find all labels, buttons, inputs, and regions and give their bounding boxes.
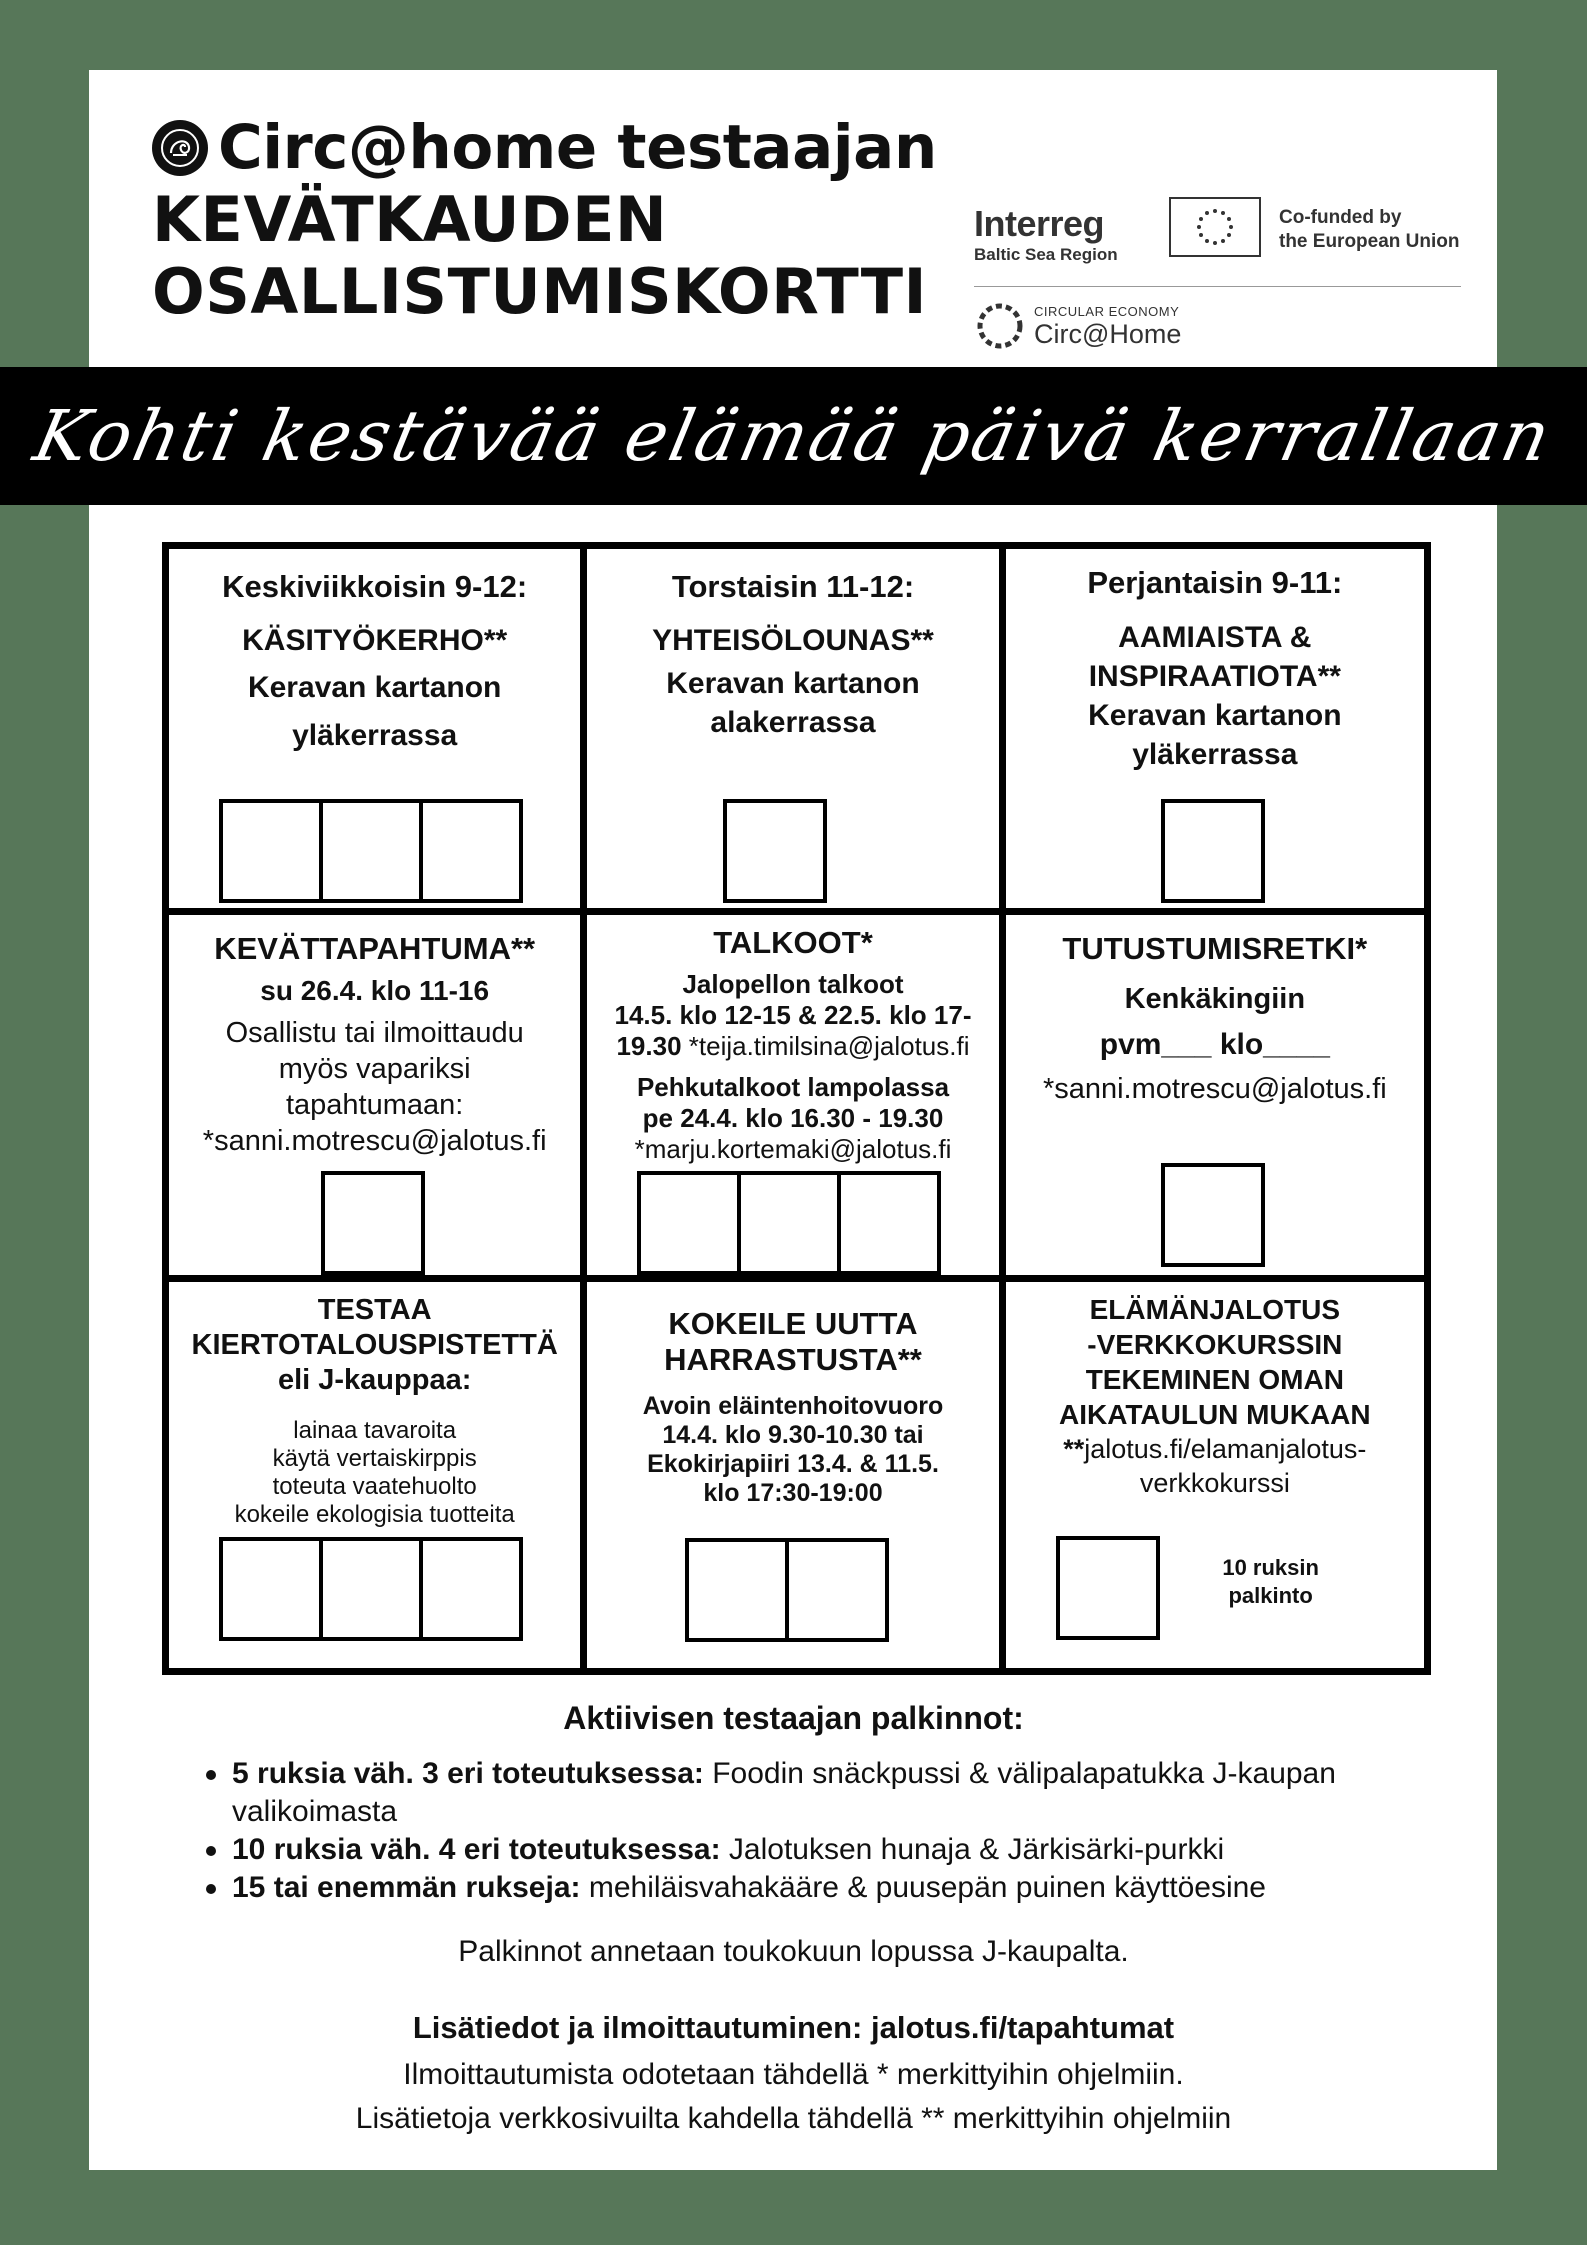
cell-title-2: KIERTOTALOUSPISTETTÄ xyxy=(191,1329,558,1361)
cell-title-2: HARRASTUSTA** xyxy=(664,1342,922,1377)
slogan-banner xyxy=(0,367,1587,505)
cell-date-email xyxy=(587,1031,998,1062)
cell-title-2: INSPIRAATIOTA** xyxy=(1088,660,1341,693)
cell-text: toteuta vaatehuolto xyxy=(272,1473,477,1500)
cell-title: KÄSITYÖKERHO** xyxy=(242,624,508,657)
interreg-sub: Baltic Sea Region xyxy=(974,245,1118,264)
check-box[interactable] xyxy=(319,1537,423,1641)
reward-prize: mehiläisvahakääre & puusepän puinen käyttöesine xyxy=(580,1871,1266,1904)
check-box[interactable] xyxy=(419,799,523,903)
cell-subtitle-2: Pehkutalkoot lampolassa xyxy=(636,1072,950,1102)
cell-title: TUTUSTUMISRETKI* xyxy=(1062,931,1368,966)
check-box[interactable] xyxy=(685,1538,789,1642)
reward-condition: 15 tai enemmän rukseja: xyxy=(232,1871,581,1904)
cell-title-3: eli J-kauppaa: xyxy=(277,1364,472,1396)
eu-line-2: the European Union xyxy=(1279,231,1460,252)
reward-item xyxy=(232,1831,1432,1869)
cell-place: Kenkäkingiin xyxy=(1124,983,1306,1015)
checkbox-group xyxy=(219,1537,523,1641)
activity-cell-aamiaista xyxy=(1006,549,1424,915)
cell-email: *sanni.motrescu@jalotus.fi xyxy=(202,1125,547,1157)
check-box[interactable] xyxy=(319,799,423,903)
cell-text: kokeile ekologisia tuotteita xyxy=(234,1501,515,1528)
cell-text: myös vapariksi xyxy=(278,1053,471,1085)
cell-email-2: *marju.kortemaki@jalotus.fi xyxy=(634,1134,952,1164)
reward-condition: 5 ruksia väh. 3 eri toteutuksessa: xyxy=(232,1757,704,1790)
activity-cell-kiertotalouspiste xyxy=(169,1282,587,1668)
check-box[interactable] xyxy=(785,1538,889,1642)
checkbox-group xyxy=(1161,1163,1265,1267)
activity-cell-kasityokerho xyxy=(169,549,587,915)
cell-date-2: pe 24.4. klo 16.30 - 19.30 xyxy=(642,1103,944,1133)
checkbox-group xyxy=(321,1171,425,1275)
check-box[interactable] xyxy=(1161,1163,1265,1267)
rewards-list xyxy=(232,1755,1432,1907)
cell-title-3: TEKEMINEN OMAN xyxy=(1085,1364,1344,1395)
cell-date: su 26.4. klo 11-16 xyxy=(260,975,490,1006)
cell-title: TESTAA xyxy=(317,1294,432,1326)
eu-cofunded-text xyxy=(1279,206,1460,254)
activity-cell-tutustumisretki xyxy=(1006,915,1424,1282)
cell-email: *teija.timilsina@jalotus.fi xyxy=(681,1031,970,1061)
prize-label xyxy=(1191,1554,1351,1610)
cell-text: Avoin eläintenhoitovuoro xyxy=(642,1392,944,1420)
activity-cell-verkkokurssi xyxy=(1006,1282,1424,1668)
cell-place: Keravan kartanon xyxy=(247,671,502,704)
rewards-note: Palkinnot annetaan toukokuun lopussa J-kaupalta. xyxy=(458,1935,1129,1968)
cell-place: Keravan kartanon xyxy=(1088,699,1342,732)
cell-email: *sanni.motrescu@jalotus.fi xyxy=(1042,1073,1387,1105)
activity-cell-yhteisolounas xyxy=(587,549,1005,915)
reward-item xyxy=(232,1755,1432,1831)
cell-link-marker: ** xyxy=(1063,1434,1085,1464)
card-title xyxy=(152,112,1052,328)
check-box[interactable] xyxy=(1161,799,1265,903)
reward-prize: Jalotuksen hunaja & Järkisärki-purkki xyxy=(720,1833,1225,1866)
title-line-2: KEVÄTKAUDEN xyxy=(152,183,668,256)
circular-economy-logo xyxy=(974,300,1181,352)
cell-title-2: -VERKKOKURSSIN xyxy=(1087,1329,1343,1360)
check-box[interactable] xyxy=(219,799,323,903)
cell-text: tapahtumaan: xyxy=(285,1089,464,1121)
prize-label-2: palkinto xyxy=(1228,1583,1313,1608)
slogan: Kohti kestävää elämää päivä kerrallaan xyxy=(27,395,1560,477)
title-line-1: Circ@home testaajan xyxy=(218,112,937,183)
reward-item xyxy=(232,1869,1432,1907)
eu-line-1: Co-funded by xyxy=(1279,207,1402,228)
title-line-3: OSALLISTUMISKORTTI xyxy=(152,255,928,328)
cell-text: 14.4. klo 9.30-10.30 tai xyxy=(662,1421,924,1449)
circhome-logo-icon xyxy=(152,120,208,176)
cell-time: 19.30 xyxy=(616,1031,682,1061)
rewards-title: Aktiivisen testaajan palkinnot: xyxy=(563,1700,1024,1736)
activity-grid xyxy=(162,542,1431,1675)
cell-title: KOKEILE UUTTA xyxy=(668,1306,918,1341)
logo-divider xyxy=(974,286,1461,287)
interreg-logo xyxy=(974,205,1118,265)
check-box[interactable] xyxy=(837,1171,941,1275)
cell-subtitle: Jalopellon talkoot xyxy=(682,969,904,999)
cell-text: lainaa tavaroita xyxy=(293,1417,457,1444)
cell-time: Keskiviikkoisin 9-12: xyxy=(222,569,528,604)
cell-date: 14.5. klo 12-15 & 22.5. klo 17- xyxy=(614,1000,972,1030)
cell-place-2: alakerrassa xyxy=(710,706,876,739)
reward-prize: Foodin snäckpussi & välipalapatukka J-kaupan valikoimasta xyxy=(232,1757,1336,1828)
check-box[interactable] xyxy=(219,1537,323,1641)
cell-text: Ekokirjapiiri 13.4. & 11.5. xyxy=(647,1450,939,1478)
reward-condition: 10 ruksia väh. 4 eri toteutuksessa: xyxy=(232,1833,721,1866)
cell-title: ELÄMÄNJALOTUS xyxy=(1089,1294,1341,1325)
cell-title: AAMIAISTA & xyxy=(1118,621,1312,654)
checkbox-group xyxy=(685,1538,889,1642)
cell-link xyxy=(1006,1434,1424,1465)
info-line-2: Lisätietoja verkkosivuilta kahdella tähdellä ** merkittyihin ohjelmiin xyxy=(355,2102,1232,2135)
cell-time: Perjantaisin 9-11: xyxy=(1087,565,1343,600)
cell-title: TALKOOT* xyxy=(713,925,873,960)
check-box[interactable] xyxy=(1056,1536,1160,1640)
info-title: Lisätiedot ja ilmoittautuminen: jalotus.fi/tapahtumat xyxy=(412,2010,1175,2045)
check-box[interactable] xyxy=(723,799,827,903)
check-box[interactable] xyxy=(737,1171,841,1275)
cell-text: klo 17:30-19:00 xyxy=(703,1479,883,1507)
cell-date-fill: pvm___ klo____ xyxy=(1099,1028,1330,1061)
activity-cell-kevattapahtuma xyxy=(169,915,587,1282)
info-line-1: Ilmoittautumista odotetaan tähdellä * merkittyihin ohjelmiin. xyxy=(403,2058,1184,2091)
check-box[interactable] xyxy=(321,1171,425,1275)
cell-title: KEVÄTTAPAHTUMA** xyxy=(214,931,536,966)
cell-text: Osallistu tai ilmoittaudu xyxy=(225,1017,524,1049)
eu-flag-icon xyxy=(1169,197,1261,257)
activity-cell-harrastus xyxy=(587,1282,1005,1668)
cell-link-text: jalotus.fi/elamanjalotus- xyxy=(1084,1434,1367,1464)
cell-title-4: AIKATAULUN MUKAAN xyxy=(1059,1399,1371,1430)
checkbox-group xyxy=(219,799,523,903)
activity-cell-talkoot xyxy=(587,915,1005,1282)
checkbox-group xyxy=(723,799,827,903)
circular-economy-icon xyxy=(974,300,1026,352)
ce-name: Circ@Home xyxy=(1034,318,1182,349)
checkbox-group xyxy=(1161,799,1265,903)
checkbox-group xyxy=(1056,1536,1160,1640)
cell-place-2: yläkerrassa xyxy=(292,719,458,752)
cell-link-text-2: verkkokurssi xyxy=(1139,1468,1290,1498)
check-box[interactable] xyxy=(419,1537,523,1641)
prize-label-1: 10 ruksin xyxy=(1222,1555,1319,1580)
checkbox-group xyxy=(637,1171,941,1275)
interreg-name: Interreg xyxy=(974,203,1105,244)
cell-text: käytä vertaiskirppis xyxy=(272,1445,477,1472)
cell-place: Keravan kartanon xyxy=(666,667,920,700)
cell-time: Torstaisin 11-12: xyxy=(671,569,915,604)
check-box[interactable] xyxy=(637,1171,741,1275)
cell-title: YHTEISÖLOUNAS** xyxy=(652,624,934,657)
ce-small-label: CIRCULAR ECONOMY xyxy=(1034,303,1180,319)
cell-place-2: yläkerrassa xyxy=(1132,738,1298,771)
